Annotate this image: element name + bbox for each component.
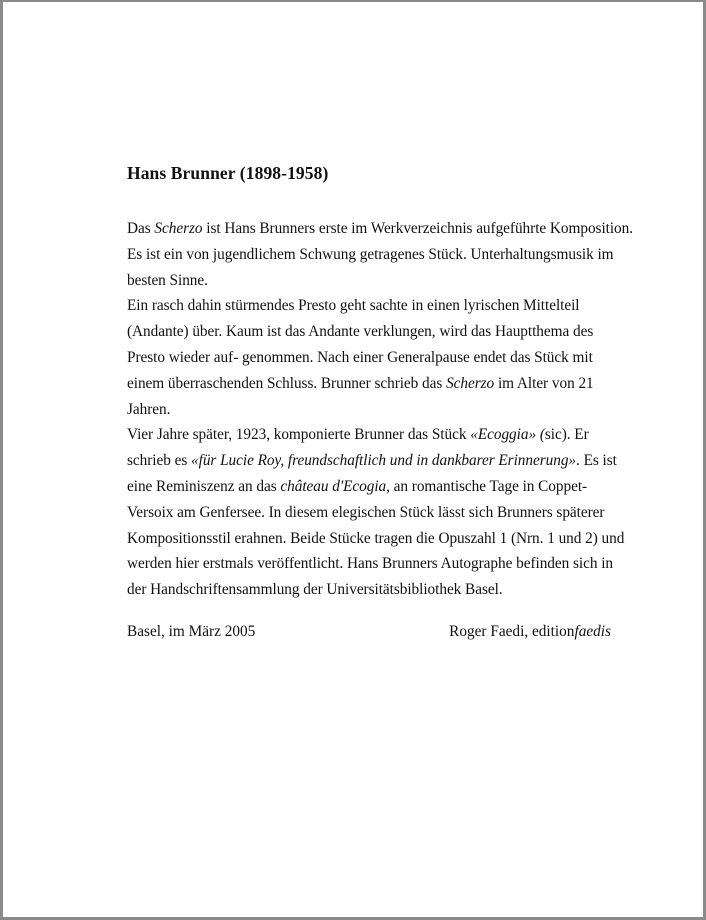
text-run: Das	[127, 220, 155, 237]
italic-text: «Ecoggia» (	[470, 426, 545, 444]
text-run: an romantische Tage in Coppet-	[389, 477, 588, 495]
author-name: Roger Faedi, edition	[449, 623, 575, 640]
text-run: Es ist ein von jugendlichem Schwung getragenes Stück. Unterhaltungsmusik im	[127, 245, 614, 263]
text-run: (Andante) über. Kaum ist das Andante verklungen, wird das Hauptthema des	[127, 323, 594, 341]
text-run: ist Hans Brunners erste im Werkverzeichnis aufgeführte Komposition.	[202, 220, 634, 237]
italic-text: «für Lucie Roy, freundschaftlich und in dankbarer Erinnerung»	[191, 452, 577, 470]
paragraph-1	[127, 216, 634, 293]
text-line	[127, 500, 617, 526]
text-run: Presto wieder auf- genommen. Nach einer Generalpause endet das Stück mit	[127, 348, 593, 366]
italic-text: Scherzo	[446, 374, 495, 392]
author-signature	[449, 621, 611, 643]
text-line	[127, 371, 617, 397]
text-run: Vier Jahre später, 1923, komponierte Brunner das Stück	[127, 426, 471, 444]
author-edition-italic: faedis	[574, 623, 611, 640]
text-run: Jahren.	[127, 400, 171, 418]
text-line	[127, 474, 617, 500]
paragraph-3	[127, 422, 625, 603]
text-line	[127, 242, 617, 268]
text-line	[127, 397, 617, 423]
text-run: im Alter von 21	[494, 374, 594, 392]
place-date: Basel, im März 2005	[127, 623, 256, 640]
text-line	[127, 448, 617, 474]
text-line	[127, 293, 617, 319]
text-line	[127, 216, 634, 242]
document-title: Hans Brunner (1898-1958)	[127, 163, 329, 183]
text-line	[127, 577, 617, 603]
text-line	[127, 268, 617, 294]
document-body	[127, 160, 634, 603]
italic-text: château d'Ecogia,	[280, 477, 390, 495]
italic-text: Scherzo	[154, 220, 203, 237]
text-run: werden hier erstmals veröffentlicht. Hans Brunners Autographe befinden sich in	[127, 555, 614, 573]
text-run: Kompositionsstil erahnen. Beide Stücke tragen die Opuszahl 1 (Nrn. 1 und 2) und	[127, 529, 625, 547]
text-run: der Handschriftensammlung der Universitätsbibliothek Basel.	[127, 581, 503, 599]
text-run: schrieb es	[127, 452, 192, 470]
text-line	[127, 526, 625, 552]
text-run: besten Sinne.	[127, 271, 208, 289]
text-line	[127, 551, 617, 577]
text-line	[127, 319, 617, 345]
text-run: Versoix am Genfersee. In diesem elegischen Stück lässt sich Brunners späterer	[127, 503, 605, 521]
text-line	[127, 345, 617, 371]
text-run: einem überraschenden Schluss. Brunner schrieb das	[127, 374, 447, 392]
text-run: eine Reminiszenz an das	[127, 477, 281, 495]
text-run: sic). Er	[544, 426, 589, 444]
signature-line	[127, 621, 611, 643]
paragraph-2	[127, 293, 617, 422]
text-run: . Es ist	[576, 452, 617, 470]
text-line	[127, 422, 617, 448]
text-run: Ein rasch dahin stürmendes Presto geht sachte in einen lyrischen Mittelteil	[127, 297, 580, 315]
